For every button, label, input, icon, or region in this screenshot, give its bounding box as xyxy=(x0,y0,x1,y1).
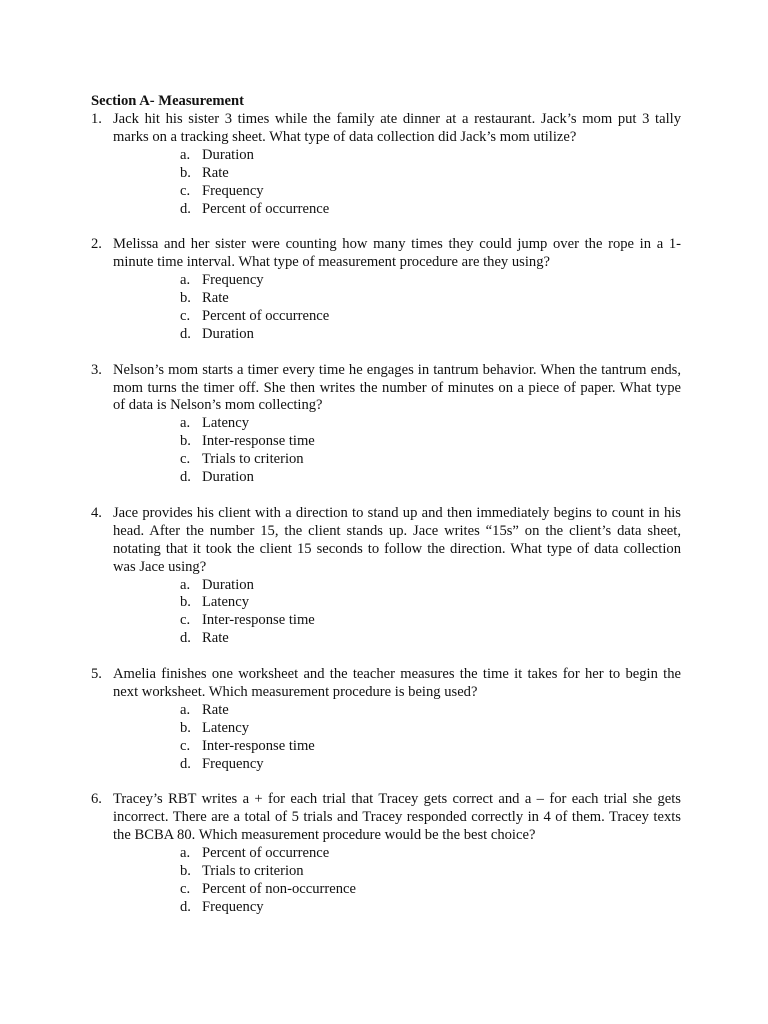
option-letter: b. xyxy=(180,719,191,736)
answer-option xyxy=(113,326,681,344)
question-text: Nelson’s mom starts a timer every time he engages in tantrum behavior. When the tantrum ends, mom turns the timer off. She then writes the number of minutes on a piece of paper. What type of data is Nelson’s mom collecting? xyxy=(113,361,681,414)
answer-option xyxy=(113,415,681,433)
answer-option xyxy=(113,272,681,290)
answer-option xyxy=(113,738,681,756)
option-letter: d. xyxy=(180,200,191,217)
answer-option xyxy=(113,433,681,451)
answer-option xyxy=(113,702,681,720)
option-letter: b. xyxy=(180,862,191,879)
option-text: Latency xyxy=(202,719,249,736)
answer-options xyxy=(113,702,681,774)
option-text: Inter-response time xyxy=(202,612,315,629)
option-text: Duration xyxy=(202,325,254,342)
question-text: Melissa and her sister were counting how many times they could jump over the rope in a 1-minute time interval. What type of measurement procedure are they using? xyxy=(113,236,681,271)
option-letter: c. xyxy=(180,307,191,324)
question-text: Jack hit his sister 3 times while the family ate dinner at a restaurant. Jack’s mom put 3 tally marks on a tracking sheet. What type of data collection did Jack’s mom utilize? xyxy=(113,111,681,145)
option-letter: a. xyxy=(180,146,191,163)
answer-option xyxy=(113,183,681,201)
answer-options xyxy=(113,272,681,344)
option-text: Frequency xyxy=(202,755,264,772)
answer-option xyxy=(113,899,681,917)
answer-option xyxy=(113,720,681,738)
option-text: Duration xyxy=(202,576,254,593)
answer-option xyxy=(113,577,681,595)
option-letter: b. xyxy=(180,290,191,307)
answer-options xyxy=(113,577,681,649)
section-title: Section A- Measurement xyxy=(91,93,244,109)
option-letter: b. xyxy=(180,594,191,611)
option-text: Frequency xyxy=(202,182,264,199)
option-letter: c. xyxy=(180,737,191,754)
option-letter: d. xyxy=(180,469,191,486)
answer-option xyxy=(113,881,681,899)
question-text: Jace provides his client with a direction to stand up and then immediately begins to count in his head. After the number 15, the client stands up. Jace writes “15s” on the client’s data sheet, notating that it took the client 15 seconds to follow the direction. What type of data collection was Jace using? xyxy=(113,504,681,575)
option-text: Rate xyxy=(202,290,229,307)
option-letter: c. xyxy=(180,612,191,629)
option-letter: a. xyxy=(180,701,191,718)
answer-option xyxy=(113,201,681,219)
option-text: Inter-response time xyxy=(202,737,315,754)
question-item xyxy=(91,666,681,773)
answer-option xyxy=(113,451,681,469)
option-text: Trials to criterion xyxy=(202,451,304,468)
question-number: 2. xyxy=(91,236,102,253)
option-text: Rate xyxy=(202,701,229,718)
option-text: Latency xyxy=(202,415,249,432)
answer-options xyxy=(113,415,681,487)
question-number: 4. xyxy=(91,504,102,521)
answer-option xyxy=(113,630,681,648)
option-letter: d. xyxy=(180,898,191,915)
answer-option xyxy=(113,147,681,165)
question-number: 6. xyxy=(91,791,102,808)
answer-option xyxy=(113,469,681,487)
option-letter: a. xyxy=(180,272,191,289)
question-number: 1. xyxy=(91,111,102,127)
option-text: Duration xyxy=(202,469,254,486)
question-item xyxy=(91,791,681,916)
answer-option xyxy=(113,290,681,308)
question-item xyxy=(91,362,681,487)
question-text: Amelia finishes one worksheet and the teacher measures the time it takes for her to begin the next worksheet. Which measurement procedure is being used? xyxy=(113,666,681,700)
answer-options xyxy=(113,147,681,219)
answer-options xyxy=(113,845,681,917)
answer-option xyxy=(113,863,681,881)
option-text: Rate xyxy=(202,630,229,647)
question-text: Tracey’s RBT writes a + for each trial that Tracey gets correct and a – for each trial she gets incorrect. There are a total of 5 trials and Tracey responded correctly in 4 of them. Tracey texts the BCBA 80. Which measurement procedure would be the best choice? xyxy=(113,791,681,844)
option-text: Latency xyxy=(202,594,249,611)
question-list xyxy=(91,111,681,935)
option-text: Frequency xyxy=(202,272,264,289)
question-item xyxy=(91,505,681,648)
option-text: Duration xyxy=(202,146,254,163)
option-letter: b. xyxy=(180,433,191,450)
option-letter: a. xyxy=(180,415,191,432)
option-letter: c. xyxy=(180,451,191,468)
answer-option xyxy=(113,165,681,183)
option-letter: a. xyxy=(180,845,191,862)
question-item xyxy=(91,236,681,343)
option-text: Percent of non-occurrence xyxy=(202,880,356,897)
option-letter: c. xyxy=(180,880,191,897)
option-letter: b. xyxy=(180,164,191,181)
answer-option xyxy=(113,594,681,612)
option-letter: d. xyxy=(180,325,191,342)
option-text: Rate xyxy=(202,164,229,181)
option-text: Trials to criterion xyxy=(202,862,304,879)
option-text: Inter-response time xyxy=(202,433,315,450)
answer-option xyxy=(113,612,681,630)
answer-option xyxy=(113,845,681,863)
option-letter: d. xyxy=(180,755,191,772)
answer-option xyxy=(113,308,681,326)
question-number: 5. xyxy=(91,666,102,683)
option-text: Percent of occurrence xyxy=(202,200,330,217)
answer-option xyxy=(113,756,681,774)
option-letter: a. xyxy=(180,576,191,593)
question-item xyxy=(91,111,681,218)
option-letter: c. xyxy=(180,182,191,199)
option-text: Frequency xyxy=(202,898,264,915)
question-number: 3. xyxy=(91,361,102,378)
option-text: Percent of occurrence xyxy=(202,845,330,862)
option-letter: d. xyxy=(180,630,191,647)
option-text: Percent of occurrence xyxy=(202,307,330,324)
